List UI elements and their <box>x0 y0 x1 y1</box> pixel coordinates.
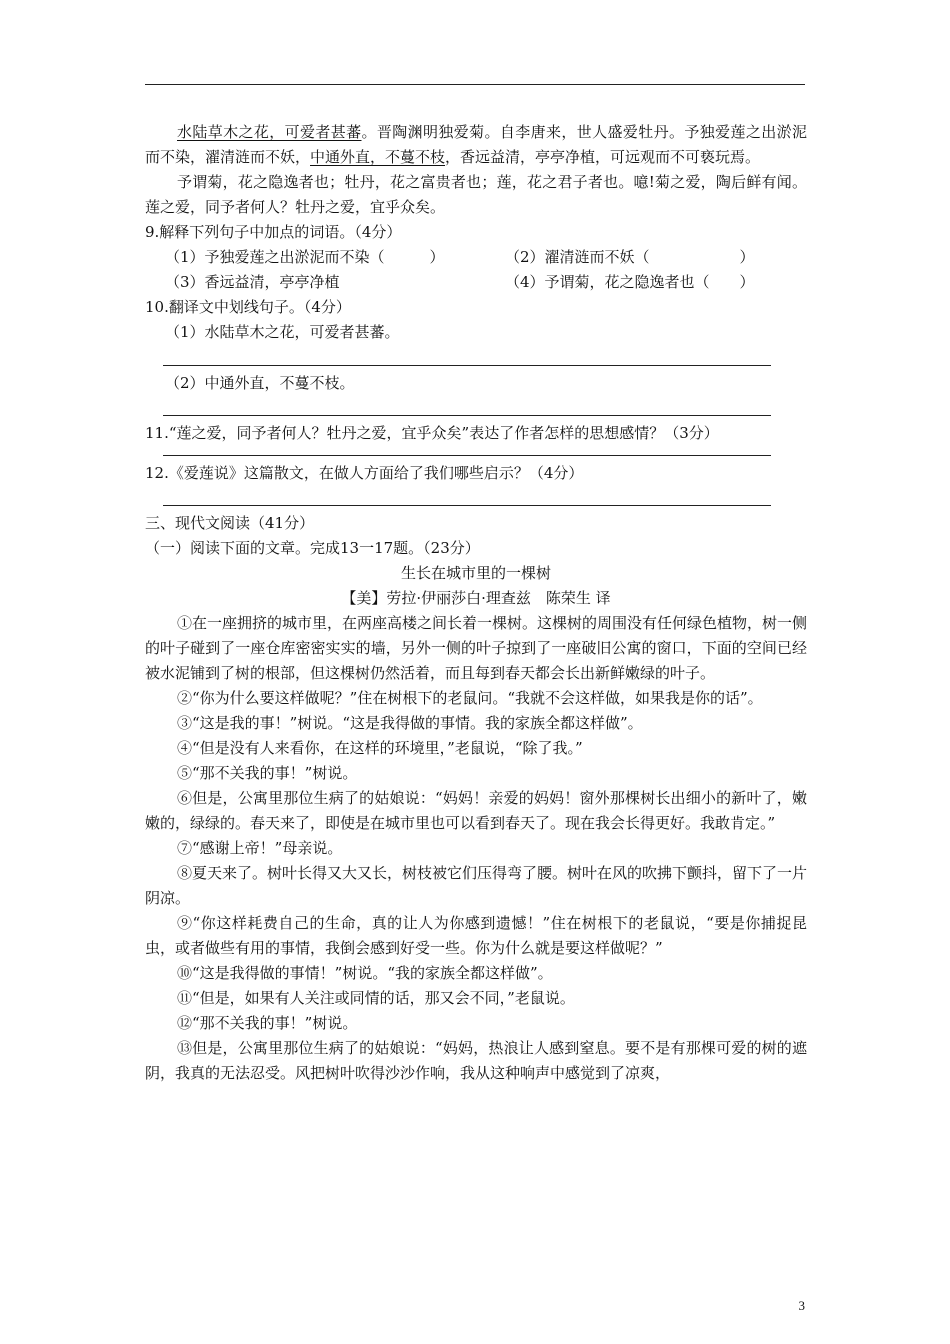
poem-paragraph-1: 水陆草木之花，可爱者甚蕃。晋陶渊明独爱菊。自李唐来，世人盛爱牡丹。予独爱莲之出淤泥而不染，濯清涟而不妖，中通外直，不蔓不枝，香远益清，亭亭净植，可远观而不可亵玩焉。 <box>145 123 807 166</box>
question-11: 11.“莲之爱，同予者何人？牡丹之爱，宜乎众矣”表达了作者怎样的思想感情？（3分） <box>145 424 719 442</box>
article-paragraph: ⑦“感谢上帝！”母亲说。 <box>177 839 343 857</box>
question-9-item-3: （3）香远益清，亭亭净植 <box>165 273 340 291</box>
article-paragraph: ⑩“这是我得做的事情！”树说。“我的家族全都这样做”。 <box>177 964 553 982</box>
article-paragraph: ②“你为什么要这样做呢？”住在树根下的老鼠问。“我就不会这样做，如果我是你的话”。 <box>177 689 763 707</box>
question-9-row-1 <box>145 245 807 270</box>
article-paragraph: ⑬但是，公寓里那位生病了的姑娘说：“妈妈，热浪让人感到窒息。要不是有那棵可爱的树的遮阴，我真的无法忍受。风把树叶吹得沙沙作响，我从这种响声中感觉到了凉爽， <box>145 1039 807 1082</box>
article-paragraph: ④“但是没有人来看你，在这样的环境里，”老鼠说，“除了我。” <box>177 739 583 757</box>
underlined-sentence-2: 中通外直，不蔓不枝 <box>310 148 446 166</box>
question-10-sentence-2: （2）中通外直，不蔓不枝。 <box>165 374 355 392</box>
question-12: 12.《爱莲说》这篇散文，在做人方面给了我们哪些启示？（4分） <box>145 464 584 482</box>
question-10-sentence-1: （1）水陆草木之花，可爱者甚蕃。 <box>165 323 400 341</box>
article-paragraph: ⑪“但是，如果有人关注或同情的话，那又会不同，”老鼠说。 <box>177 989 575 1007</box>
article-paragraph: ⑨“你这样耗费自己的生命，真的让人为你感到遗憾！”住在树根下的老鼠说，“要是你捕捉昆虫，或者做些有用的事情，我倒会感到好受一些。你为什么就是要这样做呢？” <box>145 914 807 957</box>
article-paragraph: ①在一座拥挤的城市里，在两座高楼之间长着一棵树。这棵树的周围没有任何绿色植物，树一侧的叶子碰到了一座仓库密密实实的墙，另外一侧的叶子掠到了一座破旧公寓的窗口，下面的空间已经被水泥铺到了树的根部，但这棵树仍然活着，而且每到春天都会长出新鲜嫩绿的叶子。 <box>145 614 808 682</box>
question-9-title: 9.解释下列句子中加点的词语。（4分） <box>145 223 402 241</box>
article-paragraph: ⑫“那不关我的事！”树说。 <box>177 1014 358 1032</box>
article-author: 【美】劳拉·伊丽莎白·理查兹 陈荣生 译 <box>341 589 611 607</box>
article-paragraph: ⑥但是，公寓里那位生病了的姑娘说：“妈妈！亲爱的妈妈！窗外那棵树长出细小的新叶了，嫩嫩的，绿绿的。春天来了，即使是在城市里也可以看到春天了。现在我会长得更好。我敢肯定。” <box>145 789 807 832</box>
question-10-title: 10.翻译文中划线句子。（4分） <box>145 298 351 316</box>
header-rule <box>145 84 805 85</box>
section-3-title: 三、现代文阅读（41分） <box>145 514 315 532</box>
question-9-row-2 <box>145 270 807 295</box>
page-content <box>145 120 807 1086</box>
article-title: 生长在城市里的一棵树 <box>400 564 551 582</box>
section-3-subtitle: （一）阅读下面的文章。完成13一17题。（23分） <box>145 539 480 557</box>
underlined-sentence-1: 水陆草木之花，可爱者甚蕃 <box>177 123 362 141</box>
article-paragraph: ⑤“那不关我的事！”树说。 <box>177 764 358 782</box>
question-9-item-2: （2）濯清涟而不妖（ ） <box>505 248 755 266</box>
article-paragraph: ⑧夏天来了。树叶长得又大又长，树枝被它们压得弯了腰。树叶在风的吹拂下颤抖，留下了一片阴凉。 <box>145 864 808 907</box>
page-number: 3 <box>798 1298 805 1313</box>
poem-paragraph-2: 予谓菊，花之隐逸者也；牡丹，花之富贵者也；莲，花之君子者也。噫!菊之爱，陶后鲜有闻。莲之爱，同予者何人？牡丹之爱，宜乎众矣。 <box>145 173 807 216</box>
question-9-item-4: （4）予谓菊，花之隐逸者也（ ） <box>505 273 755 291</box>
article-paragraph: ③“这是我的事！”树说。“这是我得做的事情。我的家族全都这样做”。 <box>177 714 643 732</box>
question-9-item-1: （1）予独爱莲之出淤泥而不染（ ） <box>165 248 445 266</box>
